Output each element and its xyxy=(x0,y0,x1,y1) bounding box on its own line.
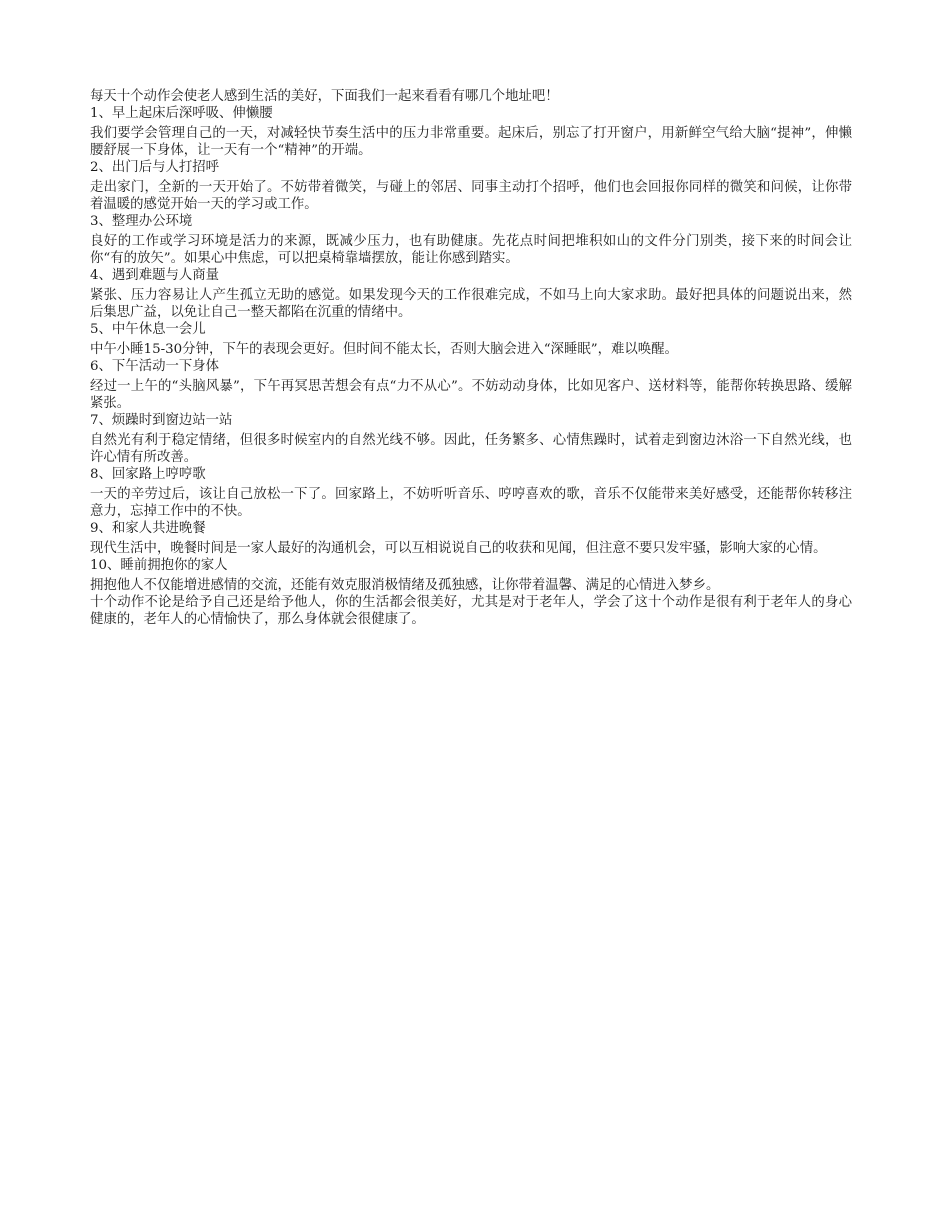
section-body-8: 一天的辛劳过后，该让自己放松一下了。回家路上，不妨听听音乐、哼哼喜欢的歌，音乐不仅能带来美好感受，还能帮你转移注意力，忘掉工作中的不快。 xyxy=(90,487,852,519)
section-heading-3: 3、整理办公环境 xyxy=(90,214,193,229)
conclusion-paragraph: 十个动作不论是给予自己还是给予他人，你的生活都会很美好，尤其是对于老年人，学会了这十个动作是很有利于老年人的身心健康的，老年人的心情愉快了，那么身体就会很健康了。 xyxy=(90,595,852,627)
section-heading-8: 8、回家路上哼哼歌 xyxy=(90,467,206,482)
document-page xyxy=(90,88,852,628)
section-heading-6: 6、下午活动一下身体 xyxy=(90,359,220,374)
section-body-2: 走出家门，全新的一天开始了。不妨带着微笑，与碰上的邻居、同事主动打个招呼，他们也会回报你同样的微笑和问候，让你带着温暖的感觉开始一天的学习或工作。 xyxy=(90,180,852,212)
section-body-4: 紧张、压力容易让人产生孤立无助的感觉。如果发现今天的工作很难完成，不如马上向大家求助。最好把具体的问题说出来，然后集思广益，以免让自己一整天都陷在沉重的情绪中。 xyxy=(90,288,852,320)
section-heading-2: 2、出门后与人打招呼 xyxy=(90,160,220,175)
section-body-10: 拥抱他人不仅能增进感情的交流，还能有效克服消极情绪及孤独感，让你带着温馨、满足的心情进入梦乡。 xyxy=(90,578,720,593)
section-heading-1: 1、早上起床后深呼吸、伸懒腰 xyxy=(90,106,273,121)
section-body-7: 自然光有利于稳定情绪，但很多时候室内的自然光线不够。因此，任务繁多、心情焦躁时，试着走到窗边沐浴一下自然光线，也许心情有所改善。 xyxy=(90,433,852,465)
intro-paragraph: 每天十个动作会使老人感到生活的美好，下面我们一起来看看有哪几个地址吧！ xyxy=(90,89,559,104)
section-body-1: 我们要学会管理自己的一天，对减轻快节奏生活中的压力非常重要。起床后，别忘了打开窗户，用新鲜空气给大脑“提神”，伸懒腰舒展一下身体，让一天有一个“精神”的开端。 xyxy=(90,126,852,158)
section-body-5: 中午小睡15-30分钟，下午的表现会更好。但时间不能太长，否则大脑会进入“深睡眠”，难以唤醒。 xyxy=(90,342,678,357)
section-heading-7: 7、烦躁时到窗边站一站 xyxy=(90,413,233,428)
section-heading-10: 10、睡前拥抱你的家人 xyxy=(90,558,228,573)
section-heading-5: 5、中午休息一会儿 xyxy=(90,322,206,337)
section-body-6: 经过一上午的“头脑风暴”，下午再冥思苦想会有点“力不从心”。不妨动动身体，比如见客户、送材料等，能帮你转换思路、缓解紧张。 xyxy=(90,379,852,411)
section-heading-9: 9、和家人共进晚餐 xyxy=(90,521,206,536)
section-body-9: 现代生活中，晚餐时间是一家人最好的沟通机会，可以互相说说自己的收获和见闻，但注意不要只发牢骚，影响大家的心情。 xyxy=(90,541,827,556)
section-heading-4: 4、遇到难题与人商量 xyxy=(90,268,220,283)
section-body-3: 良好的工作或学习环境是活力的来源，既减少压力，也有助健康。先花点时间把堆积如山的文件分门别类，接下来的时间会让你“有的放矢”。如果心中焦虑，可以把桌椅靠墙摆放，能让你感到踏实。 xyxy=(90,234,852,266)
